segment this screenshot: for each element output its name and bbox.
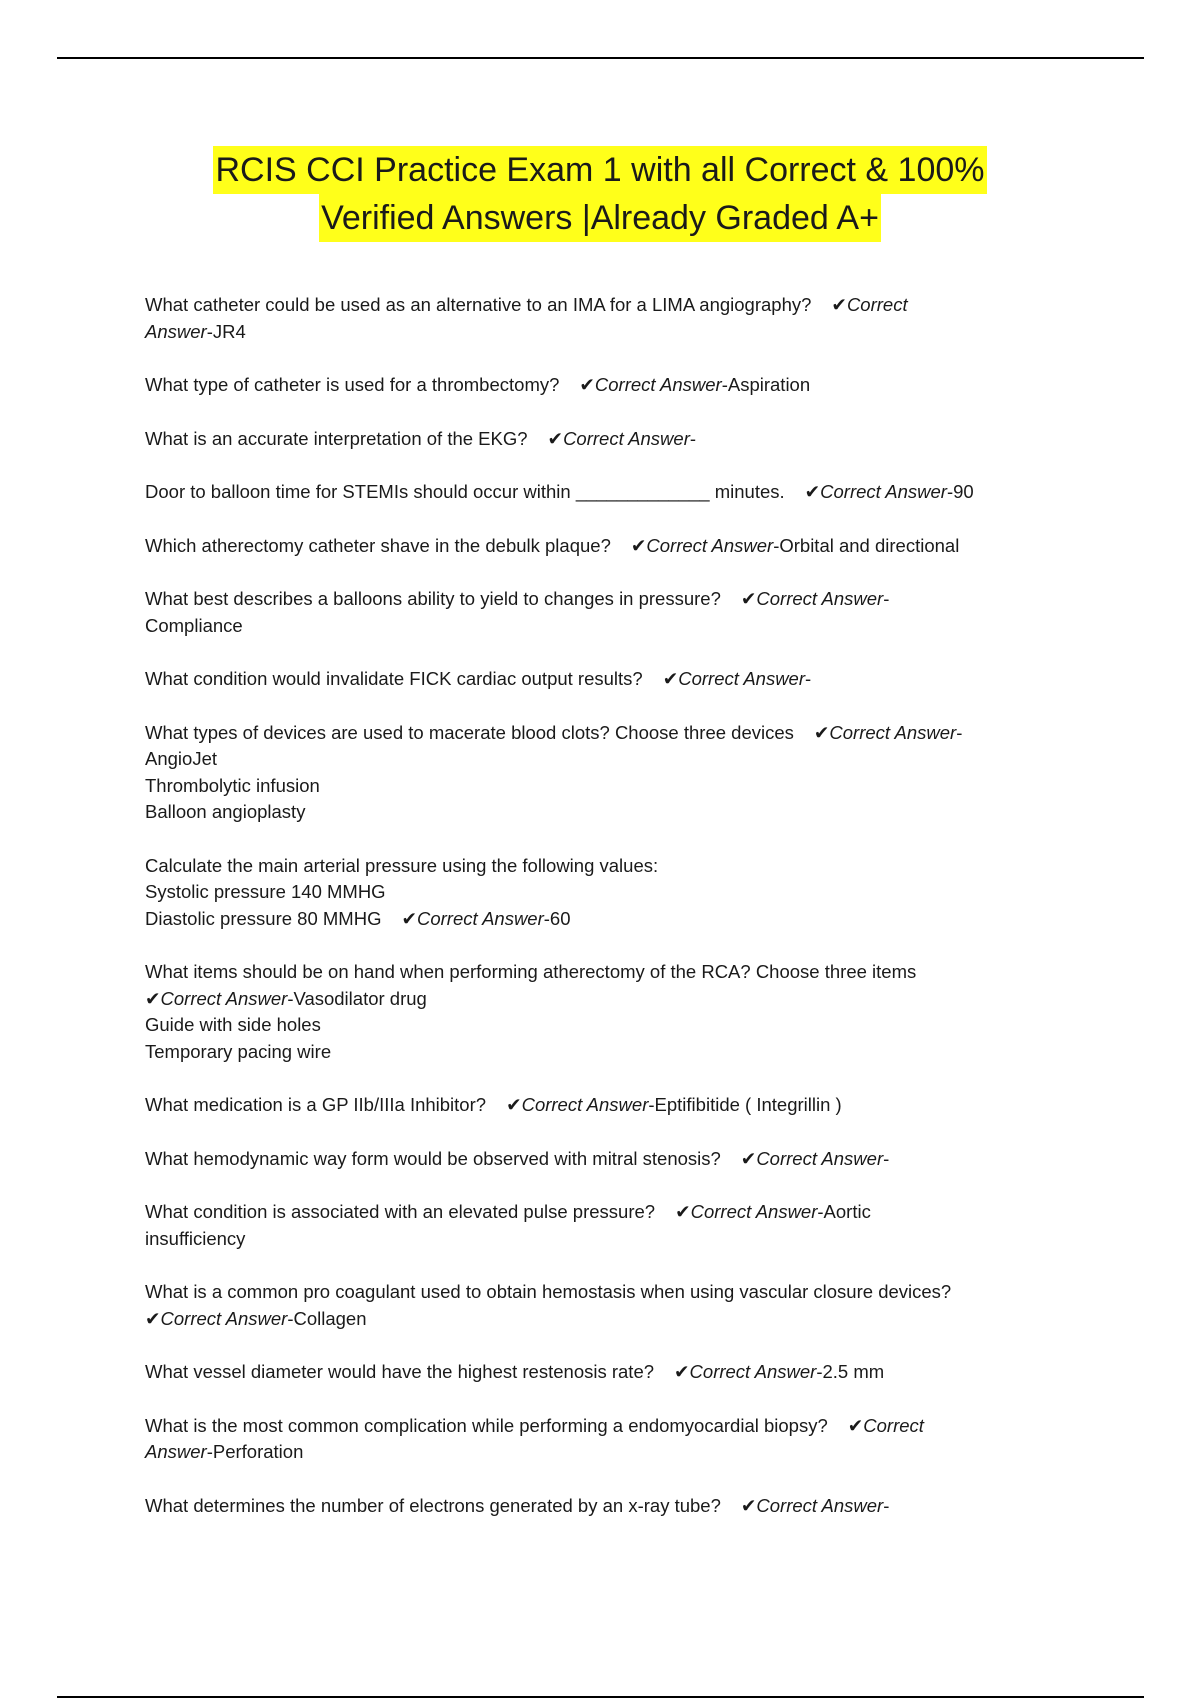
answer-value: - — [956, 721, 963, 743]
line-text: Balloon angioplasty — [145, 801, 306, 822]
qa-item — [145, 1359, 1075, 1386]
question-text: What hemodynamic way form would be observed with mitral stenosis? — [145, 1147, 721, 1169]
answer-label-text: Correct Answer — [756, 1147, 884, 1169]
qa-line — [145, 1306, 1075, 1333]
answer-label-text: Correct Answer — [416, 907, 544, 929]
answer-label-text: Correct Answer — [689, 1361, 817, 1382]
answer-value: -Orbital and directional — [773, 534, 960, 556]
qa-line — [145, 959, 1075, 986]
qa-line — [145, 372, 1075, 399]
checkmark-icon: ✔ — [145, 1307, 161, 1329]
checkmark-icon: ✔ — [675, 1201, 691, 1222]
line-text: Compliance — [145, 614, 243, 636]
qa-item — [145, 426, 1075, 453]
correct-answer-label — [663, 668, 805, 689]
checkmark-icon: ✔ — [740, 1494, 757, 1516]
answer-value: -90 — [946, 481, 974, 502]
qa-line — [145, 586, 1075, 613]
answer-label-text: Correct Answer — [756, 588, 884, 609]
qa-item — [145, 586, 1075, 639]
question-text: What vessel diameter would have the highest restenosis rate? — [145, 1361, 655, 1382]
answer-label-part: Answer — [145, 320, 207, 342]
checkmark-icon: ✔ — [630, 534, 647, 556]
question-text: Door to balloon time for STEMIs should occur within _____________ minutes. — [145, 481, 785, 502]
question-text: What is an accurate interpretation of the EKG? — [145, 427, 528, 449]
answer-label-text: Correct Answer — [690, 1201, 818, 1222]
answer-label-text: Correct Answer — [820, 481, 947, 502]
line-text: Temporary pacing wire — [145, 1040, 332, 1062]
checkmark-icon: ✔ — [674, 1361, 690, 1382]
answer-value: -60 — [543, 907, 571, 929]
checkmark-icon: ✔ — [813, 721, 830, 743]
checkmark-icon: ✔ — [804, 481, 821, 502]
answer-label-text: Correct Answer — [678, 668, 806, 689]
title-line-1: RCIS CCI Practice Exam 1 with all Correct & 100% — [213, 146, 986, 194]
qa-line — [145, 853, 1075, 880]
bottom-rule — [57, 1696, 1144, 1698]
answer-label-text: Correct Answer — [521, 1094, 649, 1115]
correct-answer-label — [848, 1415, 924, 1436]
answer-label-text: Correct Answer — [646, 534, 774, 556]
question-text: Which atherectomy catheter shave in the debulk plaque? — [145, 534, 611, 556]
qa-line — [145, 1439, 1075, 1466]
title-line-2: Verified Answers |Already Graded A+ — [319, 194, 881, 242]
checkmark-icon: ✔ — [740, 1147, 757, 1169]
answer-value: -Perforation — [206, 1441, 304, 1462]
question-answer-list — [145, 292, 1075, 1546]
qa-line — [145, 746, 1075, 773]
qa-line — [145, 1279, 1075, 1306]
qa-line — [145, 1012, 1075, 1039]
qa-item — [145, 1092, 1075, 1119]
qa-line — [145, 773, 1075, 800]
answer-value: - — [883, 1494, 890, 1516]
qa-line — [145, 292, 1075, 319]
correct-answer-label — [548, 428, 690, 449]
answer-value: -2.5 mm — [816, 1361, 885, 1382]
correct-answer-label — [506, 1094, 648, 1115]
qa-line — [145, 426, 1075, 453]
answer-value: -Collagen — [287, 1307, 367, 1329]
line-text: Guide with side holes — [145, 1014, 321, 1035]
correct-answer-label — [741, 1495, 883, 1516]
question-text: What catheter could be used as an alternative to an IMA for a LIMA angiography? — [145, 294, 812, 315]
qa-item — [145, 666, 1075, 693]
correct-answer-label — [674, 1361, 816, 1382]
answer-value: -Vasodilator drug — [287, 987, 427, 1009]
qa-item — [145, 720, 1075, 826]
qa-line — [145, 533, 1075, 560]
correct-answer-label — [145, 1308, 287, 1329]
qa-line — [145, 1199, 1075, 1226]
correct-answer-label — [831, 294, 907, 315]
qa-line — [145, 1359, 1075, 1386]
qa-line — [145, 1146, 1075, 1173]
question-text: What type of catheter is used for a thrombectomy? — [145, 374, 560, 395]
correct-answer-label — [675, 1201, 817, 1222]
qa-item — [145, 1413, 1075, 1466]
answer-label-part: Correct — [863, 1414, 924, 1436]
qa-line — [145, 906, 1075, 933]
answer-value: - — [883, 588, 890, 609]
question-text: What condition would invalidate FICK cardiac output results? — [145, 668, 643, 689]
correct-answer-label — [401, 908, 543, 929]
line-text: Systolic pressure 140 MMHG — [145, 881, 386, 902]
answer-label-text: Correct Answer — [160, 987, 288, 1009]
qa-line — [145, 1413, 1075, 1440]
question-text: What determines the number of electrons generated by an x-ray tube? — [145, 1494, 721, 1516]
qa-item — [145, 292, 1075, 345]
line-text: What is a common pro coagulant used to obtain hemostasis when using vascular closure devices? — [145, 1281, 952, 1302]
checkmark-icon: ✔ — [740, 588, 757, 609]
qa-item — [145, 1199, 1075, 1252]
qa-item — [145, 853, 1075, 933]
answer-label-text: Correct Answer — [160, 1307, 288, 1329]
qa-item — [145, 479, 1075, 506]
line-text: insufficiency — [145, 1227, 246, 1249]
qa-line — [145, 613, 1075, 640]
qa-line — [145, 1039, 1075, 1066]
qa-line — [145, 1226, 1075, 1253]
line-text: What items should be on hand when performing atherectomy of the RCA? Choose three items — [145, 961, 917, 982]
answer-value: - — [883, 1147, 890, 1169]
qa-line — [145, 319, 1075, 346]
line-text: Thrombolytic infusion — [145, 774, 320, 796]
qa-item — [145, 959, 1075, 1065]
checkmark-icon: ✔ — [506, 1094, 522, 1115]
checkmark-icon: ✔ — [662, 668, 679, 689]
answer-value: - — [805, 668, 812, 689]
checkmark-icon: ✔ — [145, 987, 161, 1009]
checkmark-icon: ✔ — [401, 907, 417, 929]
checkmark-icon: ✔ — [579, 374, 595, 395]
qa-line — [145, 986, 1075, 1013]
line-text: AngioJet — [145, 748, 217, 769]
qa-item — [145, 1279, 1075, 1332]
answer-value: -Aspiration — [721, 374, 811, 395]
answer-value: -JR4 — [206, 320, 246, 342]
question-text: What is the most common complication while performing a endomyocardial biopsy? — [145, 1414, 828, 1436]
correct-answer-label — [145, 988, 287, 1009]
question-text: What medication is a GP IIb/IIIa Inhibitor? — [145, 1094, 487, 1115]
answer-label-text: Correct Answer — [594, 374, 722, 395]
line-text: Calculate the main arterial pressure using the following values: — [145, 854, 659, 876]
answer-label-text: Correct Answer — [829, 721, 957, 743]
qa-item — [145, 372, 1075, 399]
qa-line — [145, 720, 1075, 747]
document-title — [0, 146, 1200, 242]
answer-value: - — [689, 427, 697, 449]
answer-value: -Eptifibitide ( Integrillin ) — [648, 1094, 842, 1115]
question-text: Diastolic pressure 80 MMHG — [145, 907, 382, 929]
qa-item — [145, 1146, 1075, 1173]
qa-line — [145, 1092, 1075, 1119]
checkmark-icon: ✔ — [547, 427, 564, 449]
correct-answer-label — [814, 722, 956, 743]
qa-line — [145, 1493, 1075, 1520]
question-text: What condition is associated with an elevated pulse pressure? — [145, 1201, 656, 1222]
correct-answer-label — [579, 374, 721, 395]
question-text: What best describes a balloons ability to yield to changes in pressure? — [145, 588, 721, 609]
answer-label-part: Answer — [145, 1441, 207, 1462]
qa-line — [145, 479, 1075, 506]
correct-answer-label — [741, 588, 883, 609]
checkmark-icon: ✔ — [831, 294, 847, 315]
checkmark-icon: ✔ — [847, 1414, 864, 1436]
answer-label-text: Correct Answer — [756, 1494, 884, 1516]
question-text: What types of devices are used to macerate blood clots? Choose three devices — [145, 721, 794, 743]
answer-value: -Aortic — [817, 1201, 871, 1222]
top-rule — [57, 57, 1144, 59]
correct-answer-label — [741, 1148, 883, 1169]
correct-answer-label — [805, 481, 947, 502]
answer-label-part: Correct — [846, 294, 908, 315]
qa-line — [145, 879, 1075, 906]
qa-line — [145, 666, 1075, 693]
qa-item — [145, 1493, 1075, 1520]
qa-item — [145, 533, 1075, 560]
answer-label-text: Correct Answer — [563, 427, 690, 449]
correct-answer-label — [631, 535, 773, 556]
qa-line — [145, 799, 1075, 826]
